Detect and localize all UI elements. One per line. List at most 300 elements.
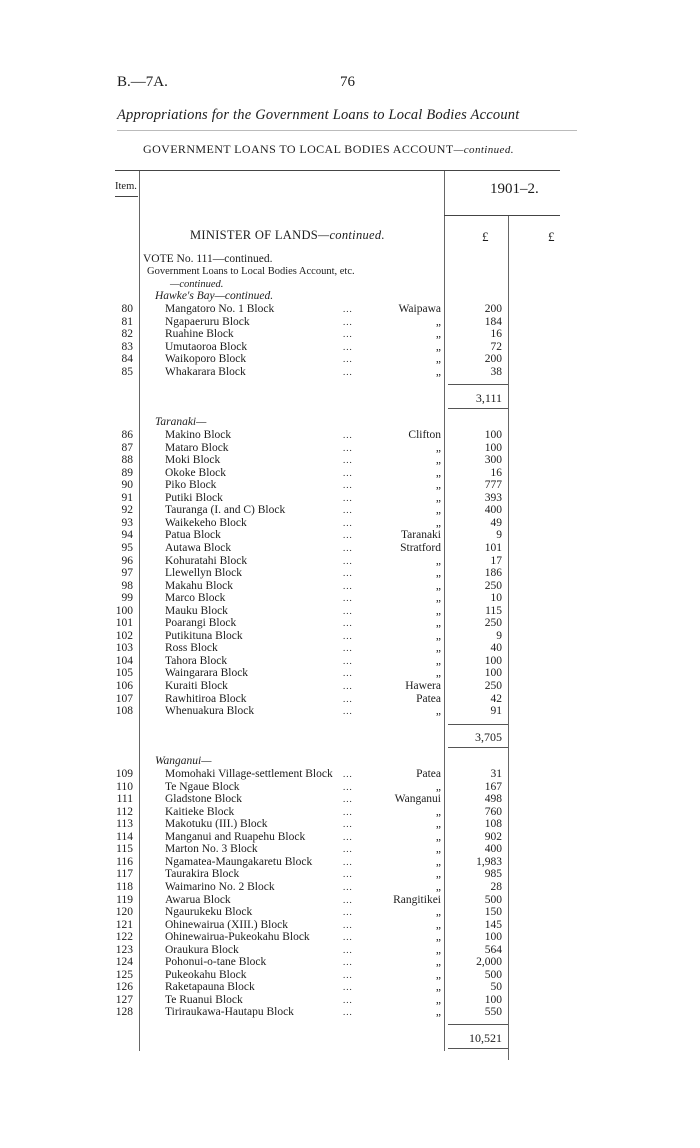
block-name: Whakarara Block — [165, 365, 246, 378]
item-number: 101 — [115, 617, 133, 630]
locality: Taranaki — [400, 529, 441, 542]
leader-dots: ... — [343, 894, 353, 905]
block-name: Ohinewairua (XIII.) Block — [165, 918, 288, 931]
locality: „ — [435, 592, 441, 605]
amount: 40 — [490, 642, 502, 655]
amount: 16 — [490, 466, 502, 479]
item-number: 120 — [115, 906, 133, 919]
leader-dots: ... — [343, 630, 353, 641]
subtitle-rule — [117, 130, 577, 131]
leader-dots: ... — [343, 304, 353, 314]
item-number: 81 — [121, 315, 133, 328]
locality: Waipawa — [398, 303, 441, 315]
block-name: Tiriraukawa-Hautapu Block — [165, 1006, 294, 1019]
table-row — [0, 1006, 700, 1019]
item-number: 115 — [116, 843, 133, 856]
table-row — [0, 680, 700, 693]
amount: 9 — [496, 629, 502, 642]
table-row — [0, 529, 700, 542]
item-number: 106 — [115, 680, 133, 692]
group-subtotal: 10,521 — [469, 1031, 502, 1045]
table-row — [0, 555, 700, 568]
table-row — [0, 843, 700, 856]
amount: 184 — [484, 315, 502, 328]
locality: „ — [435, 479, 441, 492]
block-name: Mangatoro No. 1 Block — [165, 303, 275, 315]
block-name: Awarua Block — [165, 893, 231, 906]
table-row — [0, 693, 700, 706]
table-row — [0, 944, 700, 957]
amount: 28 — [490, 880, 502, 893]
amount: 167 — [484, 780, 502, 793]
block-name: Waikekeho Block — [165, 516, 247, 529]
table-row — [0, 492, 700, 505]
amount: 500 — [484, 893, 502, 906]
block-name: Poarangi Block — [165, 617, 237, 630]
block-name: Okoke Block — [165, 466, 227, 479]
item-number: 91 — [121, 491, 133, 504]
table-row — [0, 994, 700, 1007]
table-row — [0, 517, 700, 530]
table-row — [0, 956, 700, 969]
block-name: Pohonui-o-tane Block — [165, 956, 267, 969]
leader-dots: ... — [343, 580, 353, 591]
block-name: Tahora Block — [165, 654, 228, 667]
locality: „ — [435, 328, 441, 341]
locality: Rangitikei — [393, 893, 441, 906]
item-number: 123 — [115, 943, 133, 956]
leader-dots: ... — [343, 844, 353, 855]
amount: 186 — [484, 567, 502, 580]
leader-dots: ... — [343, 1007, 353, 1018]
table-row — [0, 442, 700, 455]
table-row — [0, 705, 700, 718]
locality: „ — [435, 705, 441, 718]
leader-dots: ... — [343, 944, 353, 955]
table-row — [0, 831, 700, 844]
leader-dots: ... — [343, 957, 353, 968]
block-name: Ross Block — [165, 642, 218, 655]
amount: 250 — [484, 680, 502, 692]
subtotal-bottom-rule — [448, 747, 508, 748]
item-number: 105 — [115, 667, 133, 680]
block-name: Gladstone Block — [165, 793, 242, 806]
page-number: 76 — [340, 74, 355, 90]
item-number: 100 — [115, 604, 133, 617]
amount: 100 — [484, 667, 502, 680]
leader-dots: ... — [343, 618, 353, 629]
pound-symbol-amount: £ — [482, 229, 489, 244]
block-name: Putiki Block — [165, 491, 223, 504]
item-number: 88 — [121, 454, 133, 467]
leader-dots: ... — [343, 856, 353, 867]
block-name: Te Ngaue Block — [165, 780, 240, 793]
locality: „ — [435, 365, 441, 378]
leader-dots: ... — [343, 907, 353, 918]
table-row — [0, 479, 700, 492]
block-name: Marco Block — [165, 592, 226, 605]
item-number: 125 — [115, 968, 133, 981]
table-row — [0, 969, 700, 982]
locality: „ — [435, 315, 441, 328]
vote-heading: VOTE No. 111—continued. — [143, 253, 273, 265]
locality: „ — [435, 567, 441, 580]
block-name: Ngaurukeku Block — [165, 906, 253, 919]
leader-dots: ... — [343, 492, 353, 503]
subtotal-bottom-rule — [448, 408, 508, 409]
locality: Clifton — [408, 429, 441, 441]
item-number: 84 — [121, 353, 133, 366]
item-number: 118 — [116, 880, 133, 893]
locality: „ — [435, 943, 441, 956]
item-number: 104 — [115, 654, 133, 667]
leader-dots: ... — [343, 769, 353, 779]
amount: 31 — [490, 768, 502, 780]
locality: „ — [435, 667, 441, 680]
locality: Patea — [416, 692, 441, 705]
table-row — [0, 504, 700, 517]
amount: 200 — [484, 303, 502, 315]
item-number: 87 — [121, 441, 133, 454]
leader-dots: ... — [343, 517, 353, 528]
table-row — [0, 642, 700, 655]
table-row — [0, 868, 700, 881]
item-number: 85 — [121, 365, 133, 378]
amount: 100 — [484, 429, 502, 441]
locality: „ — [435, 654, 441, 667]
block-name: Pukeokahu Block — [165, 968, 247, 981]
item-number: 117 — [116, 868, 133, 881]
amount: 49 — [490, 516, 502, 529]
leader-dots: ... — [343, 806, 353, 817]
item-number: 122 — [115, 931, 133, 944]
amount: 2,000 — [476, 956, 502, 969]
item-number: 102 — [115, 629, 133, 642]
item-number: 107 — [115, 692, 133, 705]
item-head-rule — [115, 196, 138, 197]
amount: 200 — [484, 353, 502, 366]
table-row — [0, 919, 700, 932]
leader-dots: ... — [343, 467, 353, 478]
item-number: 113 — [116, 818, 133, 831]
leader-dots: ... — [343, 831, 353, 842]
amount: 91 — [490, 705, 502, 718]
leader-dots: ... — [343, 455, 353, 466]
locality: Stratford — [400, 541, 441, 554]
group-heading: Taranaki— — [155, 416, 207, 428]
locality: Wanganui — [394, 793, 441, 806]
locality: „ — [435, 604, 441, 617]
amount: 100 — [484, 993, 502, 1006]
block-name: Piko Block — [165, 479, 217, 492]
block-name: Oraukura Block — [165, 943, 239, 956]
block-name: Umutaoroa Block — [165, 340, 248, 353]
table-row — [0, 592, 700, 605]
item-number: 103 — [115, 642, 133, 655]
locality: Patea — [416, 768, 441, 780]
subtotal-rule — [448, 1024, 508, 1025]
item-number: 112 — [116, 805, 133, 818]
item-number: 121 — [115, 918, 133, 931]
amount: 300 — [484, 454, 502, 467]
leader-dots: ... — [343, 505, 353, 516]
amount: 115 — [485, 604, 502, 617]
table-row — [0, 906, 700, 919]
pound-symbol-total: £ — [548, 229, 555, 244]
block-name: Ruahine Block — [165, 328, 234, 341]
block-name: Waimarino No. 2 Block — [165, 880, 275, 893]
leader-dots: ... — [343, 706, 353, 717]
locality: „ — [435, 579, 441, 592]
table-row — [0, 768, 700, 781]
amount: 72 — [490, 340, 502, 353]
item-number: 94 — [121, 529, 133, 542]
block-name: Mataro Block — [165, 441, 229, 454]
group-heading: Wanganui— — [155, 755, 212, 767]
amount: 9 — [496, 529, 502, 542]
item-number: 90 — [121, 479, 133, 492]
block-name: Makahu Block — [165, 579, 234, 592]
table-row — [0, 630, 700, 643]
amount: 498 — [484, 793, 502, 806]
amount: 38 — [490, 365, 502, 378]
block-name: Patua Block — [165, 529, 221, 542]
table-row — [0, 366, 700, 379]
table-row — [0, 353, 700, 366]
table-row — [0, 856, 700, 869]
year-header: 1901–2. — [490, 181, 539, 197]
leader-dots: ... — [343, 593, 353, 604]
table-row — [0, 542, 700, 555]
leader-dots: ... — [343, 781, 353, 792]
block-name: Moki Block — [165, 454, 221, 467]
group-heading: Hawke's Bay—continued. — [155, 290, 274, 302]
block-name: Kohuratahi Block — [165, 554, 248, 567]
block-name: Makino Block — [165, 429, 232, 441]
table-row — [0, 655, 700, 668]
locality: „ — [435, 880, 441, 893]
table-row — [0, 328, 700, 341]
locality: „ — [435, 906, 441, 919]
leader-dots: ... — [343, 542, 353, 553]
locality: „ — [435, 818, 441, 831]
leader-dots: ... — [343, 568, 353, 579]
leader-dots: ... — [343, 366, 353, 377]
item-number: 109 — [115, 768, 133, 780]
amount: 400 — [484, 843, 502, 856]
table-row — [0, 881, 700, 894]
amount: 760 — [484, 805, 502, 818]
item-number: 114 — [116, 830, 133, 843]
amount: 777 — [484, 479, 502, 492]
block-name: Waikoporo Block — [165, 353, 247, 366]
locality: „ — [435, 1006, 441, 1019]
leader-dots: ... — [343, 819, 353, 830]
table-row — [0, 806, 700, 819]
item-number: 108 — [115, 705, 133, 718]
block-name: Raketapauna Block — [165, 981, 255, 994]
locality: „ — [435, 993, 441, 1006]
table-row — [0, 429, 700, 442]
block-name: Autawa Block — [165, 541, 232, 554]
item-number: 92 — [121, 504, 133, 517]
amount: 150 — [484, 906, 502, 919]
block-name: Rawhitiroa Block — [165, 692, 247, 705]
block-name: Llewellyn Block — [165, 567, 242, 580]
leader-dots: ... — [343, 919, 353, 930]
item-number: 99 — [121, 592, 133, 605]
item-number: 96 — [121, 554, 133, 567]
ministry-title: MINISTER OF LANDS — [190, 228, 319, 242]
locality: „ — [435, 830, 441, 843]
leader-dots: ... — [343, 354, 353, 365]
leader-dots: ... — [343, 668, 353, 679]
amount: 100 — [484, 654, 502, 667]
item-number: 98 — [121, 579, 133, 592]
leader-dots: ... — [343, 605, 353, 616]
leader-dots: ... — [343, 341, 353, 352]
table-row — [0, 818, 700, 831]
ministry-heading — [190, 228, 385, 243]
block-name: Ngamatea-Maungakaretu Block — [165, 855, 313, 868]
amount: 145 — [484, 918, 502, 931]
locality: „ — [435, 956, 441, 969]
leader-dots: ... — [343, 316, 353, 327]
group-subtotal: 3,111 — [475, 391, 502, 405]
amount: 50 — [490, 981, 502, 994]
table-row — [0, 981, 700, 994]
section-continued: —continued. — [453, 144, 514, 156]
block-name: Tauranga (I. and C) Block — [165, 504, 286, 517]
leader-dots: ... — [343, 869, 353, 880]
block-name: Ohinewairua-Pukeokahu Block — [165, 931, 310, 944]
table-row — [0, 580, 700, 593]
table-row — [0, 894, 700, 907]
amount: 17 — [490, 554, 502, 567]
block-name: Waingarara Block — [165, 667, 249, 680]
vote-account-line: Government Loans to Local Bodies Account, etc. — [147, 266, 355, 277]
amount: 16 — [490, 328, 502, 341]
item-number: 95 — [121, 541, 133, 554]
table-row — [0, 303, 700, 316]
amount: 100 — [484, 931, 502, 944]
item-number: 116 — [116, 855, 133, 868]
leader-dots: ... — [343, 994, 353, 1005]
block-name: Makotuku (III.) Block — [165, 818, 268, 831]
amount: 550 — [484, 1006, 502, 1019]
item-number: 83 — [121, 340, 133, 353]
item-number: 86 — [121, 429, 133, 441]
locality: „ — [435, 441, 441, 454]
locality: „ — [435, 629, 441, 642]
subtotal-bottom-rule — [448, 1048, 508, 1049]
leader-dots: ... — [343, 681, 353, 691]
leader-dots: ... — [343, 430, 353, 440]
leader-dots: ... — [343, 969, 353, 980]
item-number: 97 — [121, 567, 133, 580]
locality: „ — [435, 868, 441, 881]
locality: Hawera — [405, 680, 441, 692]
block-name: Putikituna Block — [165, 629, 243, 642]
amount: 1,983 — [476, 855, 502, 868]
item-number: 93 — [121, 516, 133, 529]
block-name: Ngapaeruru Block — [165, 315, 250, 328]
locality: „ — [435, 642, 441, 655]
item-number: 126 — [115, 981, 133, 994]
leader-dots: ... — [343, 982, 353, 993]
amount: 393 — [484, 491, 502, 504]
block-name: Taurakira Block — [165, 868, 240, 881]
amount: 42 — [490, 692, 502, 705]
table-row — [0, 467, 700, 480]
amount: 108 — [484, 818, 502, 831]
item-number: 82 — [121, 328, 133, 341]
locality: „ — [435, 491, 441, 504]
leader-dots: ... — [343, 655, 353, 666]
section-title-text: GOVERNMENT LOANS TO LOCAL BODIES ACCOUNT — [143, 142, 454, 156]
leader-dots: ... — [343, 480, 353, 491]
table-row — [0, 793, 700, 806]
leader-dots: ... — [343, 693, 353, 704]
table-row — [0, 316, 700, 329]
item-number: 128 — [115, 1006, 133, 1019]
locality: „ — [435, 340, 441, 353]
locality: „ — [435, 931, 441, 944]
locality: „ — [435, 805, 441, 818]
block-name: Te Ruanui Block — [165, 993, 243, 1006]
locality: „ — [435, 466, 441, 479]
item-number: 110 — [116, 780, 133, 793]
table-row — [0, 567, 700, 580]
block-name: Kuraiti Block — [165, 680, 228, 692]
amount: 902 — [484, 830, 502, 843]
item-number: 80 — [121, 303, 133, 315]
table-row — [0, 454, 700, 467]
amount: 100 — [484, 441, 502, 454]
locality: „ — [435, 353, 441, 366]
amount: 101 — [484, 541, 502, 554]
locality: „ — [435, 918, 441, 931]
block-name: Marton No. 3 Block — [165, 843, 258, 856]
table-row — [0, 341, 700, 354]
table-row — [0, 617, 700, 630]
amount: 400 — [484, 504, 502, 517]
leader-dots: ... — [343, 329, 353, 340]
amount: 564 — [484, 943, 502, 956]
item-number: 111 — [116, 793, 133, 806]
locality: „ — [435, 843, 441, 856]
table-row — [0, 667, 700, 680]
item-column-header: Item. — [115, 181, 137, 192]
block-name: Manganui and Ruapehu Block — [165, 830, 306, 843]
section-title — [143, 142, 514, 157]
amount: 250 — [484, 579, 502, 592]
table-top-rule — [115, 170, 560, 171]
locality: „ — [435, 504, 441, 517]
amount: 250 — [484, 617, 502, 630]
ministry-continued: —continued. — [318, 228, 385, 242]
leader-dots: ... — [343, 794, 353, 805]
document-reference: B.—7A. — [117, 74, 168, 90]
locality: „ — [435, 855, 441, 868]
subtotal-rule — [448, 384, 508, 385]
locality: „ — [435, 554, 441, 567]
leader-dots: ... — [343, 530, 353, 541]
amount: 500 — [484, 968, 502, 981]
table-row — [0, 781, 700, 794]
leader-dots: ... — [343, 881, 353, 892]
locality: „ — [435, 780, 441, 793]
